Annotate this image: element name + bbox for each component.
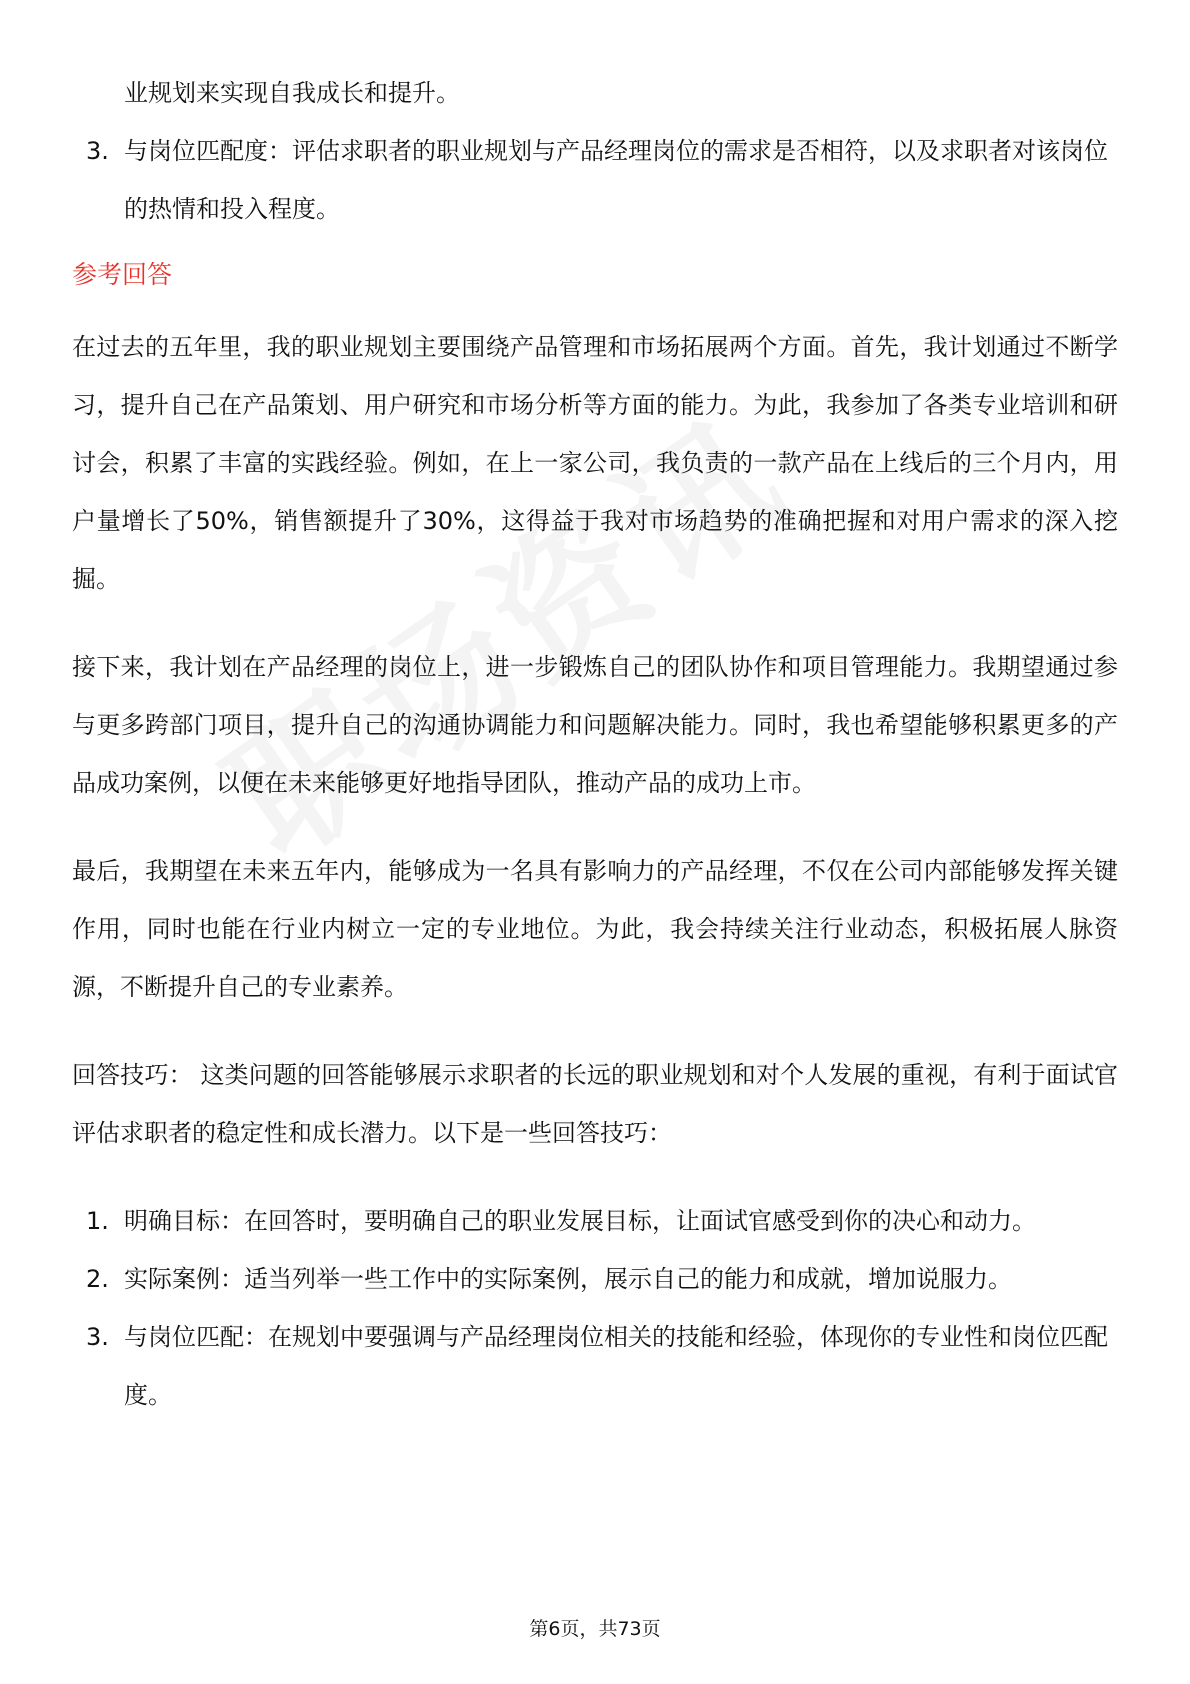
section-title-reference-answer: 参考回答: [72, 260, 173, 289]
list-continuation-text: 业规划来实现自我成长和提升。: [124, 79, 460, 107]
list-item-number: 3.: [86, 1323, 109, 1351]
list-item-text: 实际案例：适当列举一些工作中的实际案例，展示自己的能力和成就，增加说服力。: [124, 1265, 1012, 1293]
list-item-number: 2.: [86, 1265, 109, 1293]
list-item: [72, 1192, 1118, 1250]
list-item-number: 3.: [86, 137, 109, 165]
list-item: [72, 1250, 1118, 1308]
list-item-text: 与岗位匹配度：评估求职者的职业规划与产品经理岗位的需求是否相符，以及求职者对该岗位的热情和投入程度。: [124, 137, 1108, 223]
list-item: [72, 1308, 1118, 1424]
list-item-text: 与岗位匹配：在规划中要强调与产品经理岗位相关的技能和经验，体现你的专业性和岗位匹配度。: [124, 1323, 1108, 1409]
page-content: [72, 64, 1118, 1424]
list-item-text: 明确目标：在回答时，要明确自己的职业发展目标，让面试官感受到你的决心和动力。: [124, 1207, 1036, 1235]
tips-list: [72, 1192, 1118, 1424]
answer-paragraph: 在过去的五年里，我的职业规划主要围绕产品管理和市场拓展两个方面。首先，我计划通过不断学习，提升自己在产品策划、用户研究和市场分析等方面的能力。为此，我参加了各类专业培训和研讨会，积累了丰富的实践经验。例如，在上一家公司，我负责的一款产品在上线后的三个月内，用户量增长了50%，销售额提升了30%，这得益于我对市场趋势的准确把握和对用户需求的深入挖掘。: [72, 333, 1118, 593]
tips-intro-paragraph: 回答技巧： 这类问题的回答能够展示求职者的长远的职业规划和对个人发展的重视，有利于面试官评估求职者的稳定性和成长潜力。以下是一些回答技巧：: [72, 1061, 1118, 1147]
answer-paragraph: 接下来，我计划在产品经理的岗位上，进一步锻炼自己的团队协作和项目管理能力。我期望通过参与更多跨部门项目，提升自己的沟通协调能力和问题解决能力。同时，我也希望能够积累更多的产品成功案例，以便在未来能够更好地指导团队，推动产品的成功上市。: [72, 653, 1118, 797]
answer-paragraph: 最后，我期望在未来五年内，能够成为一名具有影响力的产品经理，不仅在公司内部能够发挥关键作用，同时也能在行业内树立一定的专业地位。为此，我会持续关注行业动态，积极拓展人脉资源，不断提升自己的专业素养。: [72, 857, 1118, 1001]
page-number-footer: 第6页，共73页: [529, 1618, 661, 1640]
criteria-list: [72, 122, 1118, 238]
list-item-number: 1.: [86, 1207, 109, 1235]
list-item: [72, 122, 1118, 238]
